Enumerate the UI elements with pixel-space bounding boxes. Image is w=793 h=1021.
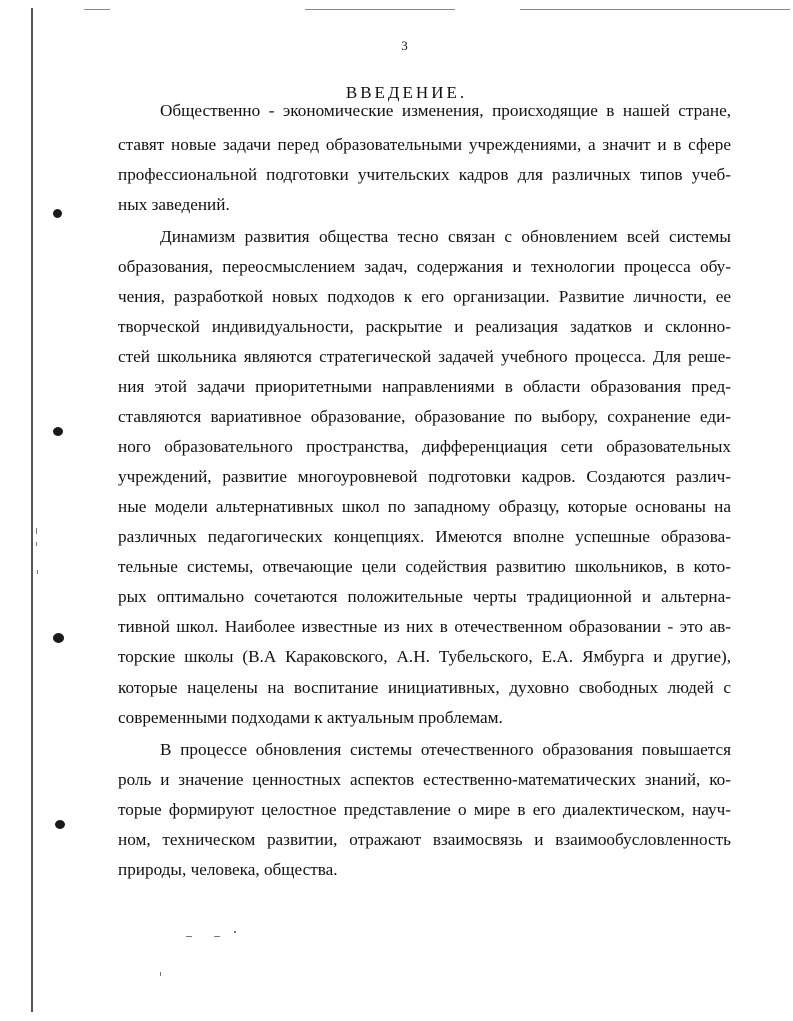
paragraph-line: роль и значение ценностных аспектов естественно-математических знаний, ко- [118, 770, 731, 789]
scan-top-mark [84, 9, 110, 10]
scan-speck [186, 936, 192, 937]
paragraph-line: тивной школ. Наиболее известные из них в отечественном образовании - это ав- [118, 617, 731, 636]
page-title: ВВЕДЕНИЕ. [345, 83, 468, 102]
paragraph-line: природы, человека, общества. [118, 860, 338, 879]
scan-speck [36, 542, 37, 546]
paragraph-line: стей школьника являются стратегической задачей учебного процесса. Для реше- [118, 347, 731, 366]
punch-hole-mark [53, 633, 64, 643]
paragraph-line: В процессе обновления системы отечественного образования повышается [160, 740, 731, 759]
paragraph-line: Общественно - экономические изменения, происходящие в нашей стране, [160, 101, 731, 120]
paragraph-line: различных педагогических концепциях. Имеются вполне успешные образова- [118, 527, 731, 546]
paragraph-line: ных заведений. [118, 195, 230, 214]
scan-left-edge [31, 8, 33, 1012]
paragraph-line: современными подходами к актуальным проблемам. [118, 708, 503, 727]
punch-hole-mark [53, 427, 63, 436]
paragraph-line: чения, разработкой новых подходов к его организации. Развитие личности, ее [118, 287, 731, 306]
scan-top-mark [305, 9, 455, 10]
paragraph-line: учреждений, развитие многоуровневой подготовки кадров. Создаются различ- [118, 467, 731, 486]
page-number: 3 [401, 38, 408, 53]
paragraph-line: творческой индивидуальности, раскрытие и реализация задатков и склонно- [118, 317, 731, 336]
paragraph-line: профессиональной подготовки учительских кадров для различных типов учеб- [118, 165, 731, 184]
scan-speck [36, 528, 37, 534]
paragraph-line: тельные системы, отвечающие цели содействия развитию школьников, в кото- [118, 557, 731, 576]
paragraph-line: ния этой задачи приоритетными направлениями в области образования пред- [118, 377, 731, 396]
paragraph-line: которые нацелены на воспитание инициативных, духовно свободных людей с [118, 678, 731, 697]
paragraph-line: Динамизм развития общества тесно связан с обновлением всей системы [160, 227, 731, 246]
paragraph-line: ном, техническом развитии, отражают взаимосвязь и взаимообусловленность [118, 830, 731, 849]
paragraph-line: торые формируют целостное представление о мире в его диалектическом, науч- [118, 800, 731, 819]
paragraph-line: рых оптимально сочетаются положительные черты традиционной и альтерна- [118, 587, 731, 606]
scan-top-mark [520, 9, 790, 10]
paragraph-line: ного образовательного пространства, дифференциация сети образовательных [118, 437, 731, 456]
punch-hole-mark [53, 209, 62, 218]
paragraph-line: торские школы (В.А Караковского, А.Н. Тубельского, Е.А. Ямбурга и другие), [118, 647, 731, 666]
paragraph-line: ные модели альтернативных школ по западному образцу, которые основаны на [118, 497, 731, 516]
paragraph-line: образования, переосмыслением задач, содержания и технологии процесса обу- [118, 257, 731, 276]
paragraph-line: ставят новые задачи перед образовательными учреждениями, а значит и в сфере [118, 135, 731, 154]
scan-speck [160, 972, 161, 976]
punch-hole-mark [55, 820, 65, 829]
scan-speck [214, 936, 220, 937]
scan-speck [234, 931, 236, 933]
scan-speck [37, 570, 38, 574]
paragraph-line: ставляются вариативное образование, образование по выбору, сохранение еди- [118, 407, 731, 426]
